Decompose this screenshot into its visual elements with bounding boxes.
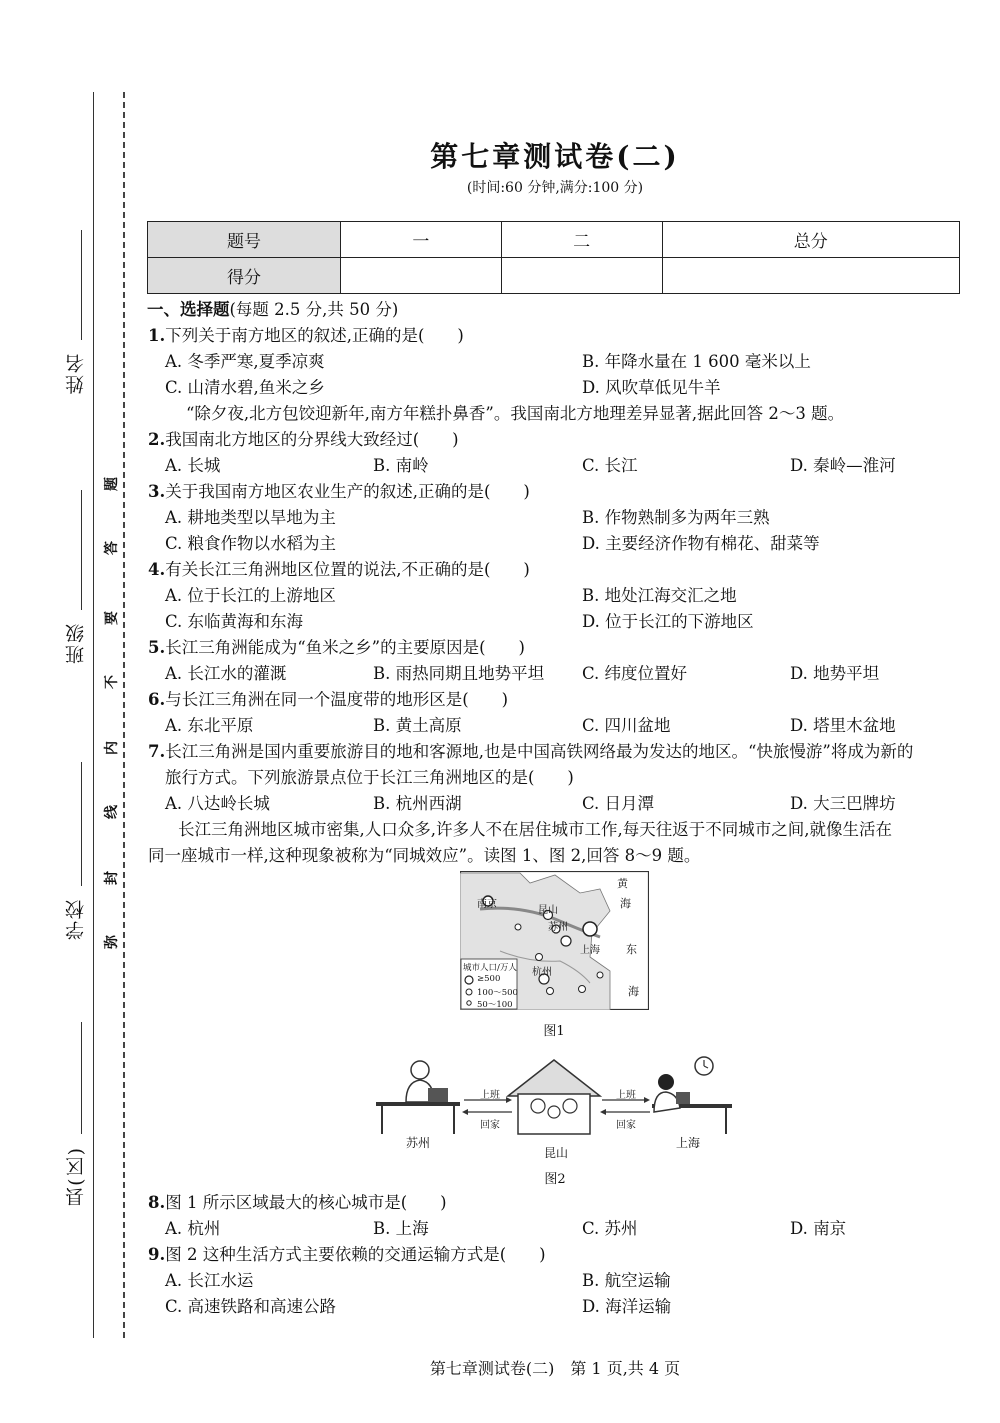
option[interactable]: C. 日月潭 — [582, 794, 655, 813]
option[interactable]: B. 航空运输 — [582, 1271, 671, 1290]
binding-line — [93, 92, 94, 1338]
section-note: (每题 2.5 分,共 50 分) — [229, 300, 399, 319]
option[interactable]: C. 高速铁路和高速公路 — [165, 1297, 337, 1316]
seal-char: 内 — [104, 741, 120, 755]
go-home-label: 回家 — [480, 1120, 500, 1131]
question-6 — [148, 687, 508, 713]
intro-text: 同一座城市一样,这种现象被称为“同城效应”。读图 1、图 2,回答 8～9 题。 — [148, 846, 701, 865]
map-label: 杭州 — [532, 967, 552, 978]
question-number: 9. — [148, 1245, 166, 1264]
option[interactable]: A. 长江水的灌溉 — [165, 664, 287, 683]
option[interactable]: D. 海洋运输 — [582, 1297, 672, 1316]
option[interactable]: D. 南京 — [790, 1219, 847, 1238]
option[interactable]: B. 上海 — [373, 1219, 429, 1238]
option[interactable]: A. 冬季严寒,夏季凉爽 — [165, 352, 325, 371]
to-work-label: 上班 — [616, 1090, 636, 1101]
map-label: 苏州 — [548, 922, 568, 933]
question-number: 7. — [148, 742, 166, 761]
question-number: 2. — [148, 430, 166, 449]
seal-char: 答 — [104, 541, 120, 555]
legend-item: 100～500 — [477, 988, 518, 998]
option[interactable]: B. 杭州西湖 — [373, 794, 462, 813]
question-stem: 图 2 这种生活方式主要依赖的交通运输方式是( ) — [165, 1245, 546, 1264]
seal-dashed-line — [123, 92, 125, 1338]
intro-text: 长江三角洲地区城市密集,人口众多,许多人不在居住城市工作,每天往返于不同城市之间,就像生活在 — [178, 820, 892, 839]
question-stem: 关于我国南方地区农业生产的叙述,正确的是( ) — [165, 482, 530, 501]
option[interactable]: A. 八达岭长城 — [165, 794, 270, 813]
school-field[interactable] — [81, 762, 82, 886]
question-4 — [148, 557, 530, 583]
question-stem-cont: 旅行方式。下列旅游景点位于长江三角洲地区的是( ) — [165, 768, 574, 787]
question-stem: 有关长江三角洲地区位置的说法,不正确的是( ) — [165, 560, 530, 579]
page-title: 第七章测试卷(二) — [430, 140, 680, 173]
question-stem: 我国南北方地区的分界线大致经过( ) — [165, 430, 459, 449]
question-stem: 与长江三角洲在同一个温度带的地形区是( ) — [165, 690, 509, 709]
question-3 — [148, 479, 530, 505]
seal-char: 封 — [104, 871, 120, 885]
section-title — [147, 297, 398, 323]
legend-item: 50～100 — [477, 1000, 513, 1010]
map-label: 南京 — [477, 899, 497, 910]
option[interactable]: A. 长江水运 — [165, 1271, 254, 1290]
county-label: 县(区) — [65, 1146, 87, 1207]
question-number: 8. — [148, 1193, 166, 1212]
option[interactable]: D. 地势平坦 — [790, 664, 880, 683]
question-stem: 长江三角洲能成为“鱼米之乡”的主要原因是( ) — [165, 638, 525, 657]
option[interactable]: D. 大三巴牌坊 — [790, 794, 896, 813]
option[interactable]: A. 杭州 — [165, 1219, 221, 1238]
score-input-cell[interactable] — [662, 258, 959, 294]
option[interactable]: A. 东北平原 — [165, 716, 254, 735]
question-8 — [148, 1190, 447, 1216]
seal-char: 弥 — [104, 935, 120, 949]
class-field[interactable] — [81, 490, 82, 610]
map-label: 海 — [628, 985, 639, 998]
option[interactable]: D. 风吹草低见牛羊 — [582, 378, 721, 397]
option[interactable]: D. 塔里木盆地 — [790, 716, 896, 735]
score-header-cell: 一 — [341, 222, 502, 258]
option[interactable]: B. 地处江海交汇之地 — [582, 586, 737, 605]
question-number: 4. — [148, 560, 166, 579]
question-stem: 长江三角洲是国内重要旅游目的地和客源地,也是中国高铁网络最为发达的地区。“快旅慢游”将成为新的 — [165, 742, 914, 761]
option[interactable]: D. 位于长江的下游地区 — [582, 612, 754, 631]
question-number: 3. — [148, 482, 166, 501]
score-header-cell: 总分 — [662, 222, 959, 258]
name-label: 姓名 — [65, 352, 87, 394]
score-header-cell: 题号 — [148, 222, 341, 258]
city-label: 苏州 — [406, 1136, 431, 1150]
section-heading: 一、选择题 — [147, 300, 230, 319]
page-footer: 第七章测试卷(二) 第 1 页,共 4 页 — [429, 1359, 681, 1378]
city-label: 上海 — [676, 1136, 701, 1150]
intro-text: “除夕夜,北方包饺迎新年,南方年糕扑鼻香”。我国南北方地理差异显著,据此回答 2～3 题。 — [186, 404, 845, 423]
legend-title: 城市人口/万人 — [463, 963, 517, 973]
figure-2-caption: 图2 — [544, 1172, 566, 1187]
school-label: 学校 — [65, 898, 87, 940]
question-2 — [148, 427, 459, 453]
county-field[interactable] — [81, 1022, 82, 1134]
option[interactable]: D. 秦岭—淮河 — [790, 456, 896, 475]
seal-char: 线 — [104, 805, 120, 819]
option[interactable]: A. 长城 — [165, 456, 221, 475]
option[interactable]: B. 年降水量在 1 600 毫米以上 — [582, 352, 811, 371]
question-1 — [148, 323, 464, 349]
option[interactable]: B. 黄土高原 — [373, 716, 462, 735]
option[interactable]: C. 东临黄海和东海 — [165, 612, 304, 631]
question-9 — [148, 1242, 546, 1268]
legend-item: ≥500 — [477, 974, 501, 984]
option[interactable]: D. 主要经济作物有棉花、甜菜等 — [582, 534, 820, 553]
option[interactable]: C. 粮食作物以水稻为主 — [165, 534, 337, 553]
option[interactable]: C. 四川盆地 — [582, 716, 671, 735]
city-label: 昆山 — [544, 1146, 569, 1160]
option[interactable]: C. 苏州 — [582, 1219, 638, 1238]
go-home-label: 回家 — [616, 1120, 636, 1131]
class-label: 班级 — [65, 622, 87, 664]
question-stem: 下列关于南方地区的叙述,正确的是( ) — [165, 326, 464, 345]
score-input-cell[interactable] — [341, 258, 502, 294]
map-label: 海 — [620, 897, 631, 910]
score-input-cell[interactable] — [501, 258, 662, 294]
question-7 — [148, 739, 913, 765]
map-label: 黄 — [617, 877, 628, 890]
option[interactable]: B. 作物熟制多为两年三熟 — [582, 508, 770, 527]
question-number: 6. — [148, 690, 166, 709]
page-subtitle: (时间:60 分钟,满分:100 分) — [466, 180, 644, 196]
question-number: 5. — [148, 638, 166, 657]
map-label: 上海 — [580, 945, 600, 956]
option[interactable]: C. 纬度位置好 — [582, 664, 688, 683]
score-row-label: 得分 — [148, 258, 341, 294]
figure-1-map — [460, 871, 649, 1010]
option[interactable]: B. 南岭 — [373, 456, 429, 475]
question-stem: 图 1 所示区域最大的核心城市是( ) — [165, 1193, 447, 1212]
option[interactable]: C. 山清水碧,鱼米之乡 — [165, 378, 325, 397]
option[interactable]: A. 位于长江的上游地区 — [165, 586, 336, 605]
figure-2-illustration — [376, 1052, 732, 1162]
map-label: 东 — [626, 943, 637, 956]
figure-1-caption: 图1 — [543, 1024, 565, 1039]
seal-char: 要 — [104, 611, 120, 625]
score-header-cell: 二 — [501, 222, 662, 258]
map-label: 昆山 — [538, 905, 558, 916]
option[interactable]: C. 长江 — [582, 456, 638, 475]
name-field[interactable] — [81, 230, 82, 340]
option[interactable]: A. 耕地类型以旱地为主 — [165, 508, 336, 527]
seal-char: 题 — [104, 477, 120, 491]
option[interactable]: B. 雨热同期且地势平坦 — [373, 664, 545, 683]
question-number: 1. — [148, 326, 166, 345]
seal-char: 不 — [104, 675, 120, 689]
to-work-label: 上班 — [480, 1090, 500, 1101]
question-5 — [148, 635, 525, 661]
score-table — [147, 221, 960, 294]
